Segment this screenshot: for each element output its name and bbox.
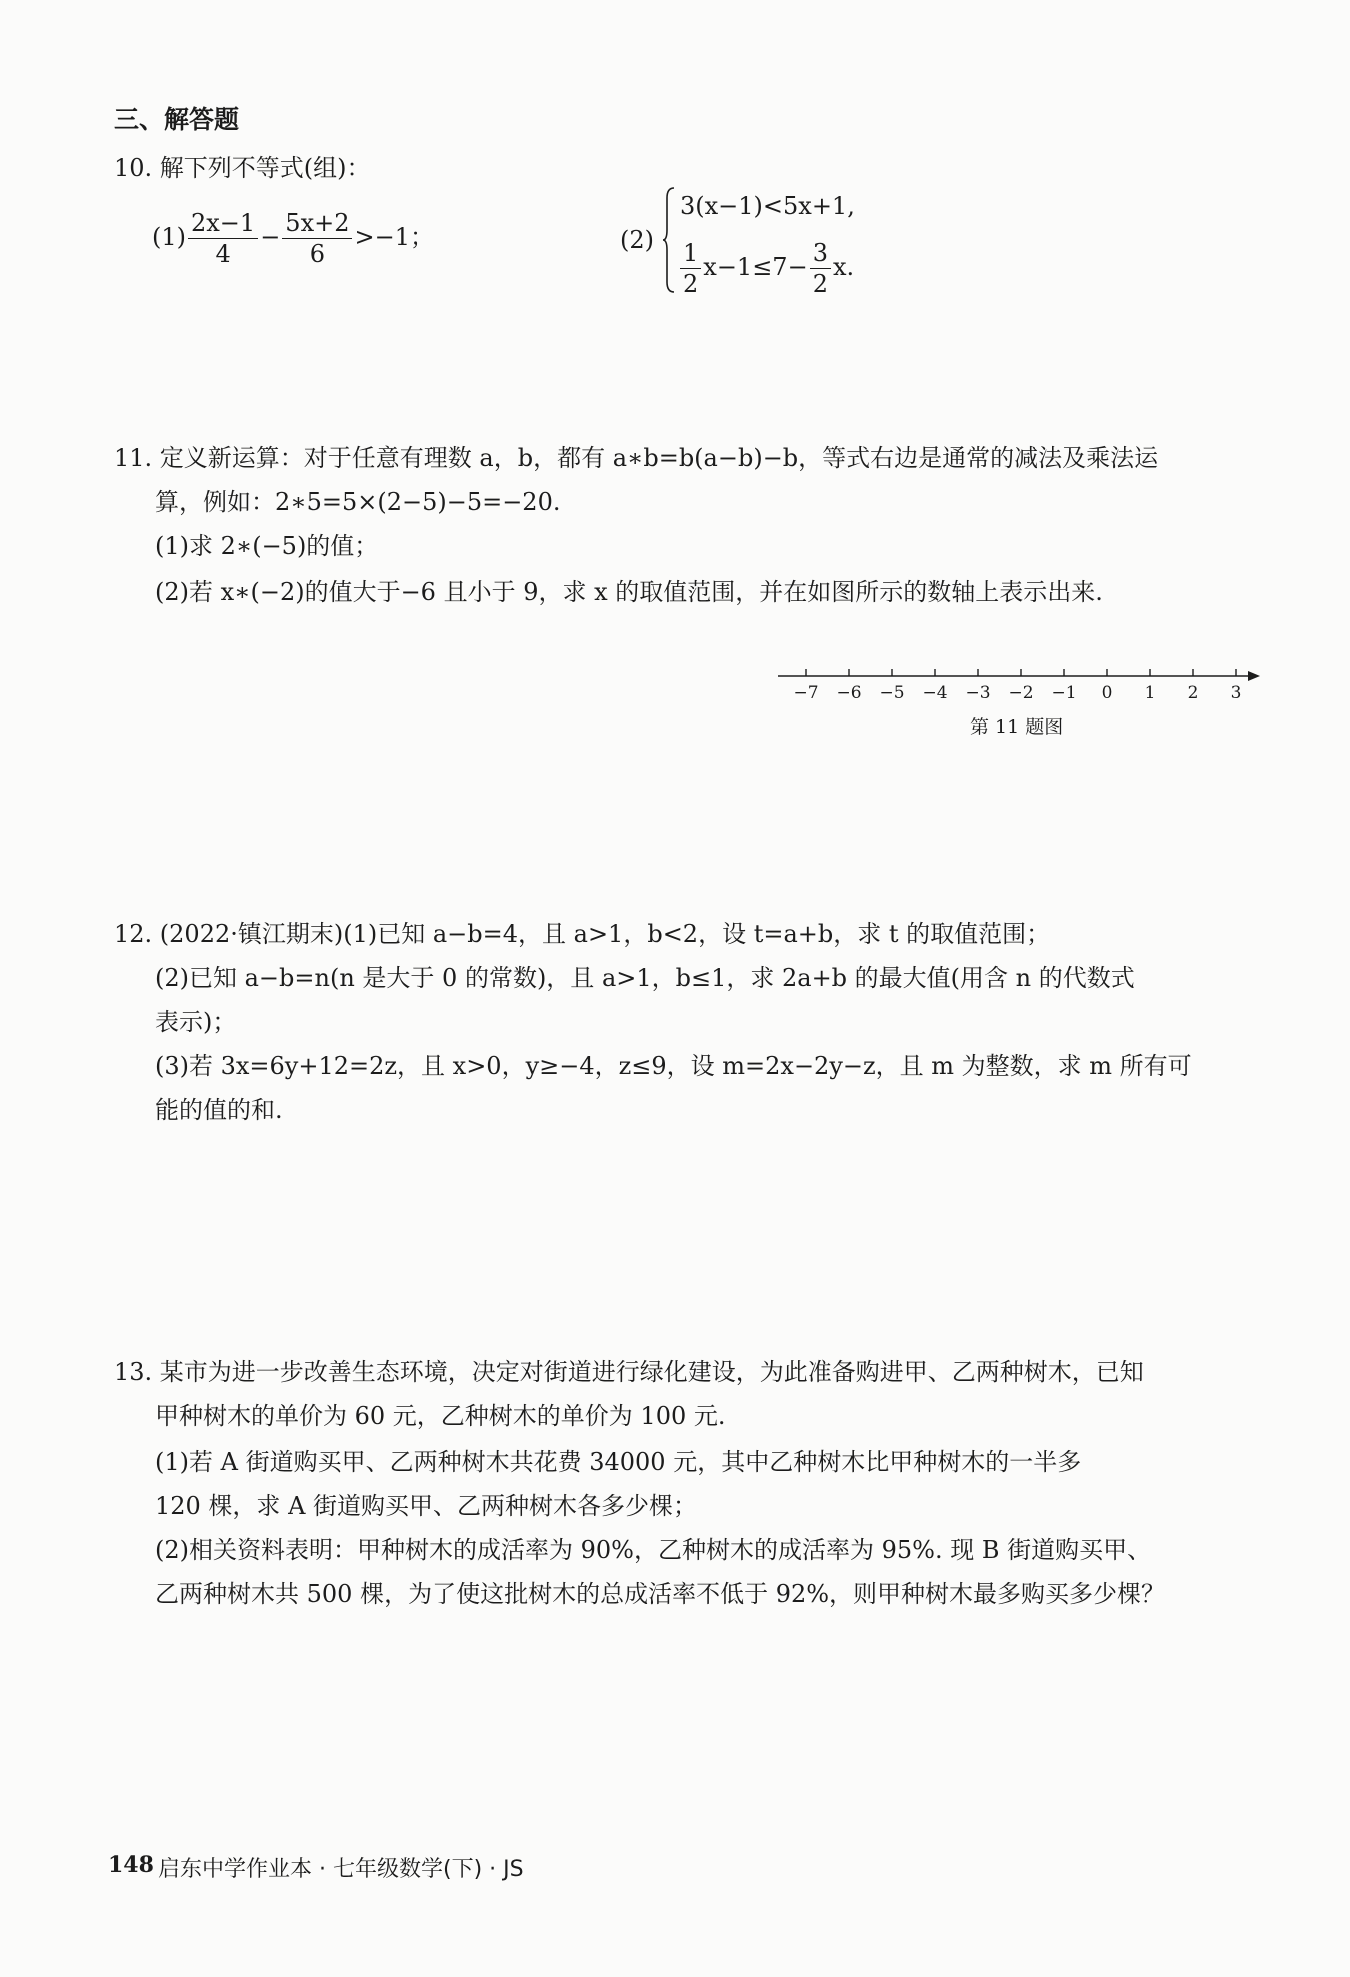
q10-part2-fraction-a [680, 238, 701, 299]
q10-part1-tail: >−1； [354, 223, 434, 251]
book-title: 启东中学作业本 · 七年级数学(下) · JS [158, 1857, 524, 1882]
q10-part2-fraction-a-denominator: 2 [683, 270, 699, 298]
q13-line-1: 13. 某市为进一步改善生态环境，决定对街道进行绿化建设，为此准备购进甲、乙两种树木，已知 [114, 1358, 1144, 1386]
section-title: 三、解答题 [114, 105, 240, 134]
q13-line-6: 乙两种树木共 500 棵，为了使这批树木的总成活率不低于 92%，则甲种树木最多购买多少棵？ [155, 1580, 1166, 1608]
q10-fraction-1-denominator: 4 [215, 240, 231, 268]
number-line-tick-label: −3 [965, 683, 991, 703]
q10-part2-end: x. [832, 253, 855, 281]
q12-line-3: 表示)； [155, 1008, 237, 1036]
number-line-tick-label: 0 [1101, 683, 1113, 703]
number-line-tick-label: 1 [1144, 683, 1156, 703]
q13-line-4: 120 棵，求 A 街道购买甲、乙两种树木各多少棵； [155, 1492, 698, 1520]
number-line-tick-label: −2 [1008, 683, 1034, 703]
q12-line-4: (3)若 3x=6y+12=2z，且 x>0，y≥−4，z≤9，设 m=2x−2y−z，且 m 为整数，求 m 所有可 [155, 1052, 1192, 1080]
q10-part1 [152, 208, 434, 269]
q10-minus: − [260, 223, 281, 251]
q10-stem: 10. 解下列不等式(组)： [114, 154, 371, 182]
q11-line-2: 算，例如：2∗5=5×(2−5)−5=−20. [155, 488, 561, 516]
q10-part2-fraction-a-numerator: 1 [680, 238, 701, 269]
q10-part2-label: (2) [620, 226, 654, 254]
number-line-ticks [793, 669, 1241, 703]
number-line-tick-label: 3 [1230, 683, 1242, 703]
q10-fraction-2-numerator: 5x+2 [282, 208, 352, 239]
q11-figure-caption: 第 11 题图 [970, 716, 1064, 738]
number-line-tick-label: −6 [836, 683, 862, 703]
q10-part2-line2 [678, 238, 854, 299]
q10-fraction-2-denominator: 6 [309, 240, 326, 268]
system-brace-icon [662, 186, 676, 294]
q13-line-3: (1)若 A 街道购买甲、乙两种树木共花费 34000 元，其中乙种树木比甲种树木的一半多 [155, 1448, 1082, 1476]
q11-line-1: 11. 定义新运算：对于任意有理数 a，b，都有 a∗b=b(a−b)−b，等式右边是通常的减法及乘法运 [114, 444, 1159, 472]
q13-line-5: (2)相关资料表明：甲种树木的成活率为 90%，乙种树木的成活率为 95%. 现 B 街道购买甲、 [155, 1536, 1152, 1564]
q11-line-4: (2)若 x∗(−2)的值大于−6 且小于 9，求 x 的取值范围，并在如图所示的数轴上表示出来. [155, 578, 1103, 606]
q10-part2-fraction-b [810, 238, 831, 299]
q10-part2-fraction-b-numerator: 3 [810, 238, 831, 269]
number-line [770, 654, 1270, 704]
q10-part1-label: (1) [152, 223, 186, 251]
q12-line-5: 能的值的和. [155, 1096, 283, 1124]
q13-line-2: 甲种树木的单价为 60 元，乙种树木的单价为 100 元. [155, 1402, 726, 1430]
number-line-tick-label: −4 [922, 683, 948, 703]
q10-fraction-2 [282, 208, 352, 269]
q10-fraction-1 [188, 208, 258, 269]
q12-line-1: 12. (2022·镇江期末)(1)已知 a−b=4，且 a>1，b<2，设 t=a+b，求 t 的取值范围； [114, 920, 1051, 948]
number-line-tick-label: −5 [879, 683, 905, 703]
number-line-tick-label: −1 [1051, 683, 1077, 703]
q10-part2-middle: x−1≤7− [703, 253, 808, 281]
number-line-tick-label: −7 [793, 683, 819, 703]
page-number: 148 [108, 1852, 154, 1878]
q10-part2-fraction-b-denominator: 2 [812, 270, 828, 298]
q10-part2-line1: 3(x−1)<5x+1, [680, 192, 855, 220]
q11-line-3: (1)求 2∗(−5)的值； [155, 532, 379, 560]
q10-fraction-1-numerator: 2x−1 [188, 208, 258, 239]
number-line-arrow-icon [1248, 671, 1260, 681]
q12-line-2: (2)已知 a−b=n(n 是大于 0 的常数)，且 a>1，b≤1，求 2a+b 的最大值(用含 n 的代数式 [155, 964, 1135, 992]
number-line-tick-label: 2 [1187, 683, 1199, 703]
